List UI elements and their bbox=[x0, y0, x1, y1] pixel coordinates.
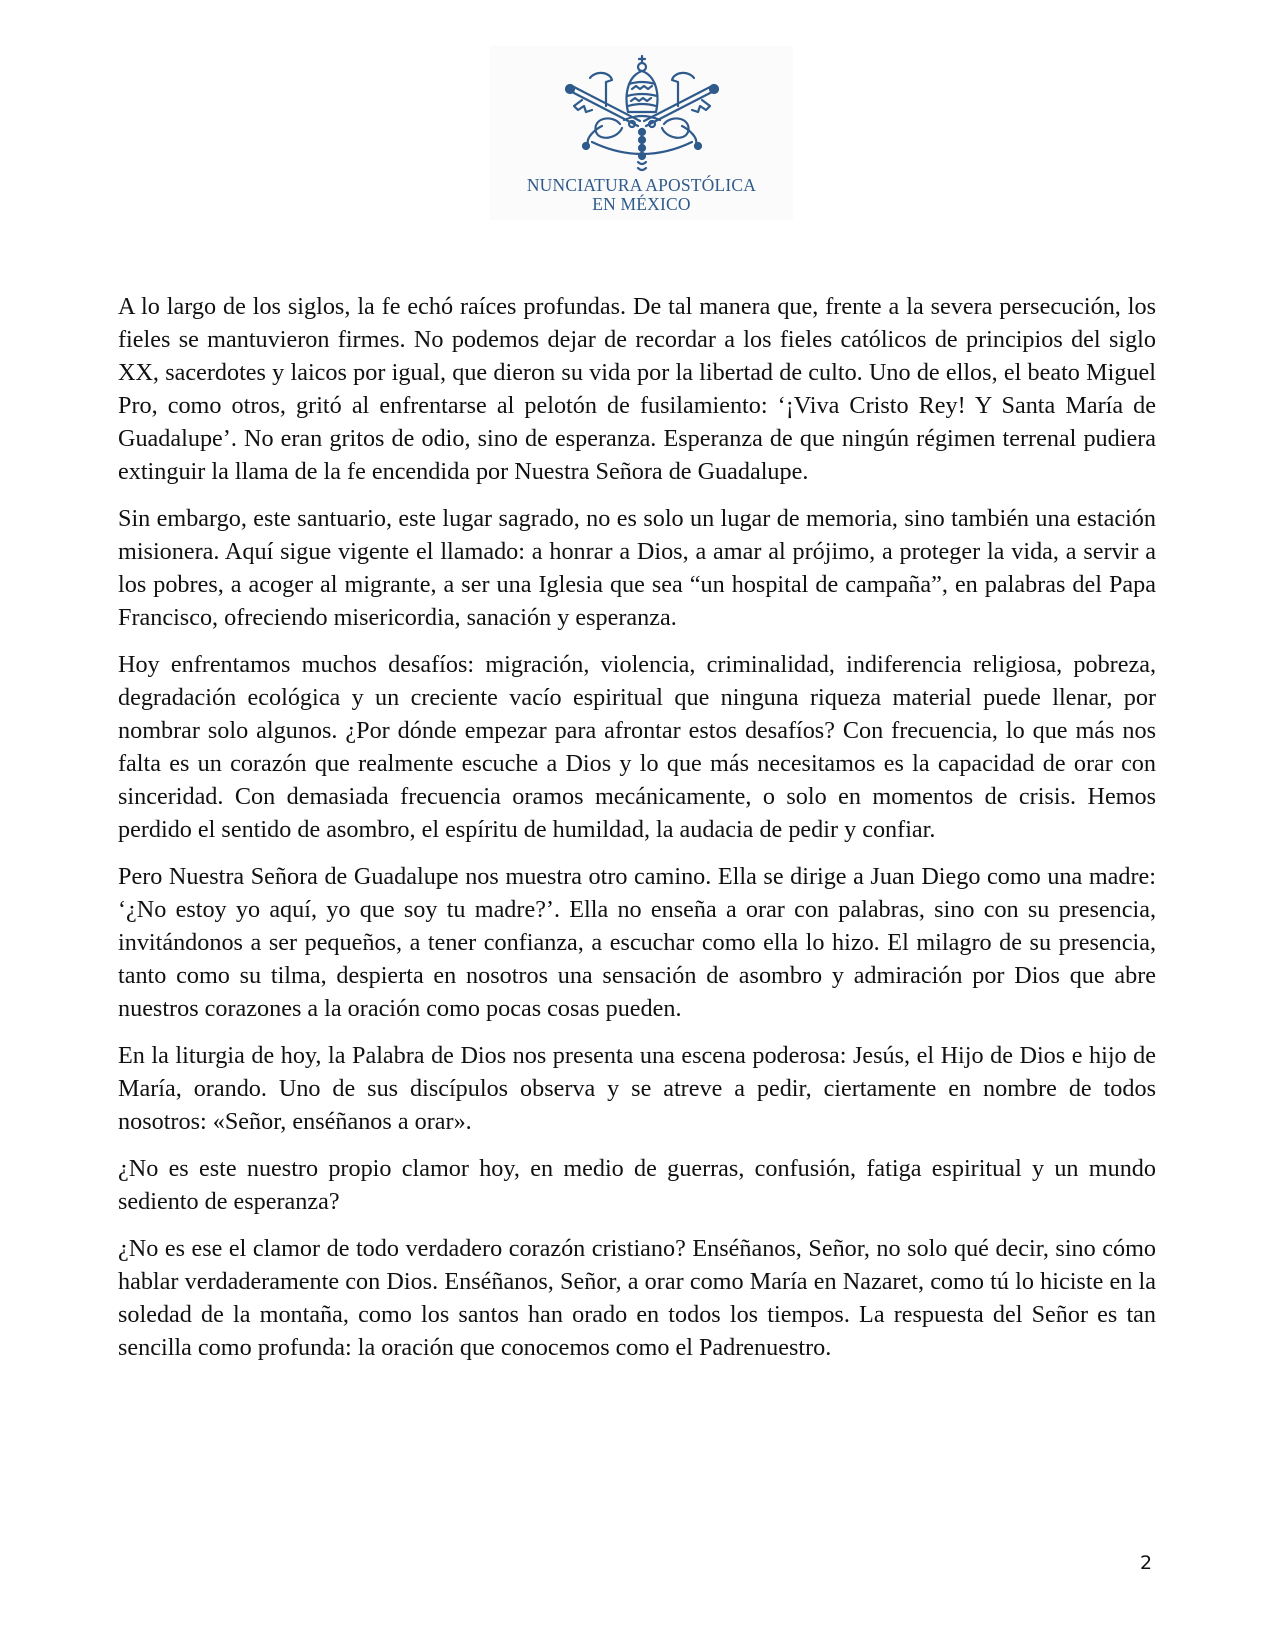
page-number: 2 bbox=[1140, 1552, 1153, 1574]
document-body bbox=[118, 290, 1156, 1378]
paragraph: ¿No es este nuestro propio clamor hoy, en medio de guerras, confusión, fatiga espiritual y un mundo sediento de esperanza? bbox=[118, 1155, 1156, 1215]
paragraph: Hoy enfrentamos muchos desafíos: migración, violencia, criminalidad, indiferencia religiosa, pobreza, degradación ecológica y un creciente vacío espiritual que ninguna riqueza material puede llenar, por nombrar solo algunos. ¿Por dónde empezar para afrontar estos desafíos? Con frecuencia, lo que más nos falta es un corazón que realmente escuche a Dios y lo que más necesitamos es la capacidad de orar con sinceridad. Con demasiada frecuencia oramos mecánicamente, o solo en momentos de crisis. Hemos perdido el sentido de asombro, el espíritu de humildad, la audacia de pedir y confiar. bbox=[118, 651, 1156, 843]
paragraph: ¿No es ese el clamor de todo verdadero corazón cristiano? Enséñanos, Señor, no solo qué decir, sino cómo hablar verdaderamente con Dios. Enséñanos, Señor, a orar como María en Nazaret, como tú lo hiciste en la soledad de la montaña, como los santos han orado en todos los tiempos. La respuesta del Señor es tan sencilla como profunda: la oración que conocemos como el Padrenuestro. bbox=[118, 1235, 1156, 1361]
paragraph: Sin embargo, este santuario, este lugar sagrado, no es solo un lugar de memoria, sino también una estación misionera. Aquí sigue vigente el llamado: a honrar a Dios, a amar al prójimo, a proteger la vida, a servir a los pobres, a acoger al migrante, a ser una Iglesia que sea “un hospital de campaña”, en palabras del Papa Francisco, ofreciendo misericordia, sanación y esperanza. bbox=[118, 505, 1156, 631]
org-name-line-2: EN MÉXICO bbox=[592, 194, 691, 214]
papal-coat-of-arms-icon bbox=[552, 54, 732, 172]
letterhead bbox=[490, 46, 793, 220]
paragraph: En la liturgia de hoy, la Palabra de Dios nos presenta una escena poderosa: Jesús, el Hijo de Dios e hijo de María, orando. Uno de sus discípulos observa y se atreve a pedir, ciertamente en nombre de todos nosotros: «Señor, enséñanos a orar». bbox=[118, 1042, 1156, 1135]
paragraph: Pero Nuestra Señora de Guadalupe nos muestra otro camino. Ella se dirige a Juan Diego como una madre: ‘¿No estoy yo aquí, yo que soy tu madre?’. Ella no enseña a orar con palabras, sino con su presencia, invitándonos a ser pequeños, a tener confianza, a escuchar como ella lo hizo. El milagro de su presencia, tanto como su tilma, despierta en nosotros una sensación de asombro y admiración por Dios que abre nuestros corazones a la oración como pocas cosas pueden. bbox=[118, 863, 1156, 1022]
org-name-line-1: NUNCIATURA APOSTÓLICA bbox=[526, 175, 757, 195]
paragraph: A lo largo de los siglos, la fe echó raíces profundas. De tal manera que, frente a la severa persecución, los fieles se mantuvieron firmes. No podemos dejar de recordar a los fieles católicos de principios del siglo XX, sacerdotes y laicos por igual, que dieron su vida por la libertad de culto. Uno de ellos, el beato Miguel Pro, como otros, gritó al enfrentarse al pelotón de fusilamiento: ‘¡Viva Cristo Rey! Y Santa María de Guadalupe’. No eran gritos de odio, sino de esperanza. Esperanza de que ningún régimen terrenal pudiera extinguir la llama de la fe encendida por Nuestra Señora de Guadalupe. bbox=[118, 293, 1156, 485]
